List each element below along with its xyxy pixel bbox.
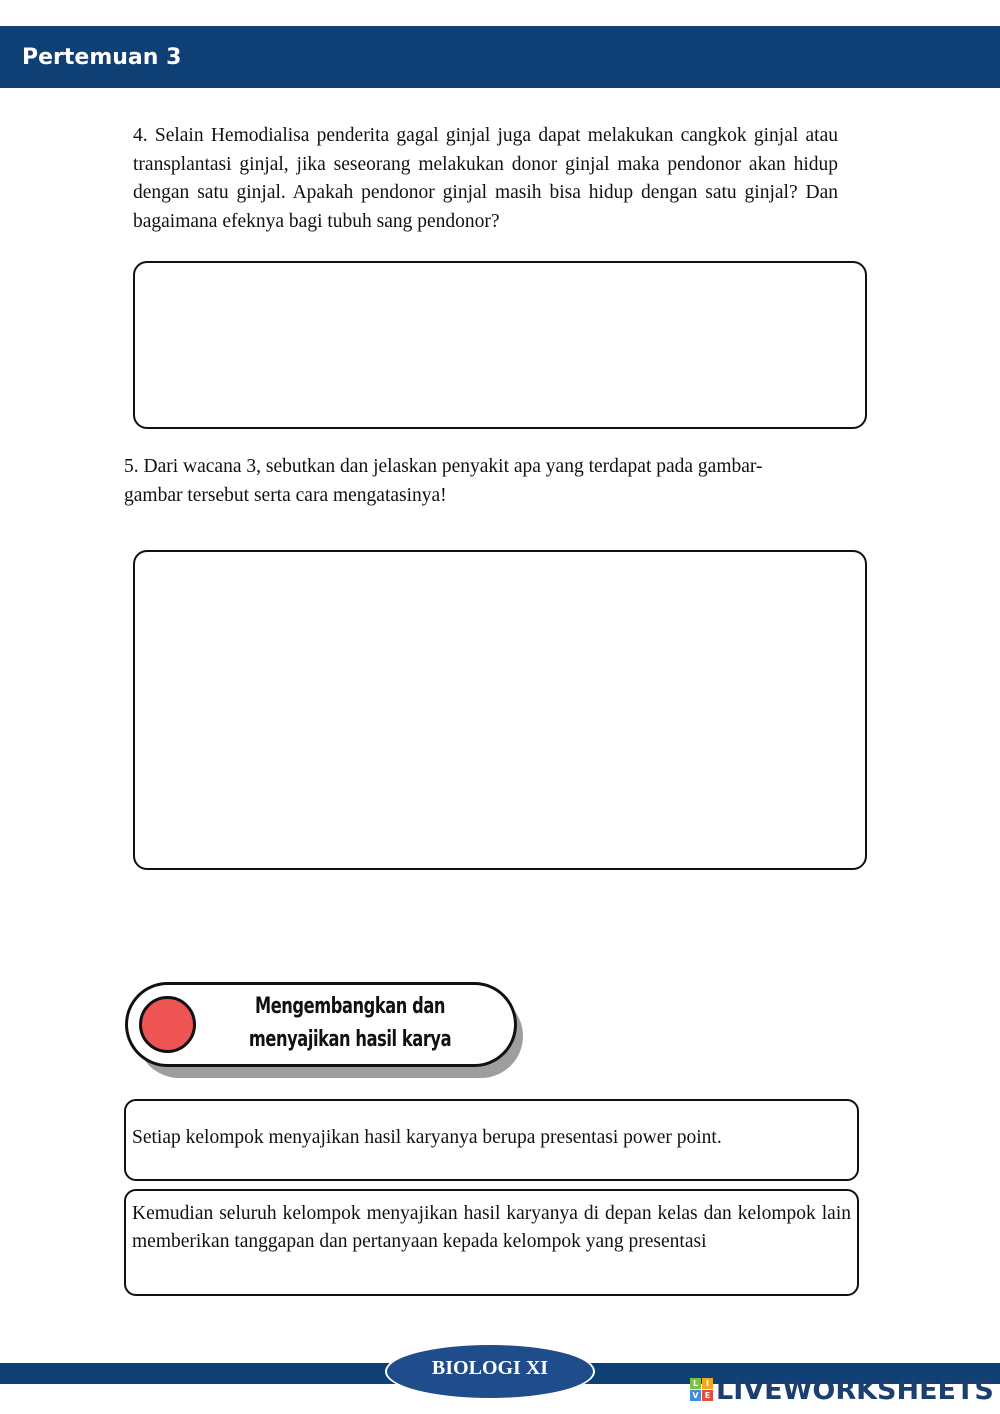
answer-box-question-4[interactable] xyxy=(133,261,867,429)
logo-letter-v: V xyxy=(690,1390,701,1401)
red-circle-icon xyxy=(139,996,196,1053)
logo-letter-e: E xyxy=(702,1390,713,1401)
question-5 xyxy=(124,453,832,510)
section-title-line-2: menyajikan hasil karya xyxy=(248,1027,452,1052)
footer-label: BIOLOGI XI xyxy=(431,1357,549,1379)
question-5-line-1: 5. Dari wacana 3, sebutkan dan jelaskan penyakit apa yang terdapat pada gambar- xyxy=(124,456,763,477)
answer-box-question-5[interactable] xyxy=(133,550,867,870)
liveworksheets-text: LIVEWORKSHEETS xyxy=(716,1375,994,1406)
page-title: Pertemuan 3 xyxy=(22,45,182,70)
logo-letter-l: L xyxy=(690,1378,701,1389)
liveworksheets-icon xyxy=(690,1378,714,1402)
logo-letter-i: I xyxy=(702,1378,713,1389)
info-box-class-presentation: Kemudian seluruh kelompok menyajikan hasil karyanya di depan kelas dan kelompok lain memberikan tanggapan dan pertanyaan kepada kelompok yang presentasi xyxy=(124,1189,859,1296)
liveworksheets-logo xyxy=(690,1375,994,1406)
section-title xyxy=(235,990,465,1056)
question-4: 4. Selain Hemodialisa penderita gagal ginjal juga dapat melakukan cangkok ginjal atau transplantasi ginjal, jika seseorang melakukan donor ginjal maka pendonor akan hidup dengan satu ginjal. Apakah pendonor ginjal masih bisa hidup dengan satu ginjal? Dan bagaimana efeknya bagi tubuh sang pendonor? xyxy=(133,125,838,232)
info-box-presentation: Setiap kelompok menyajikan hasil karyanya berupa presentasi power point. xyxy=(124,1099,859,1181)
section-title-line-1: Mengembangkan dan xyxy=(254,994,446,1019)
question-5-line-2: gambar tersebut serta cara mengatasinya! xyxy=(124,484,447,506)
